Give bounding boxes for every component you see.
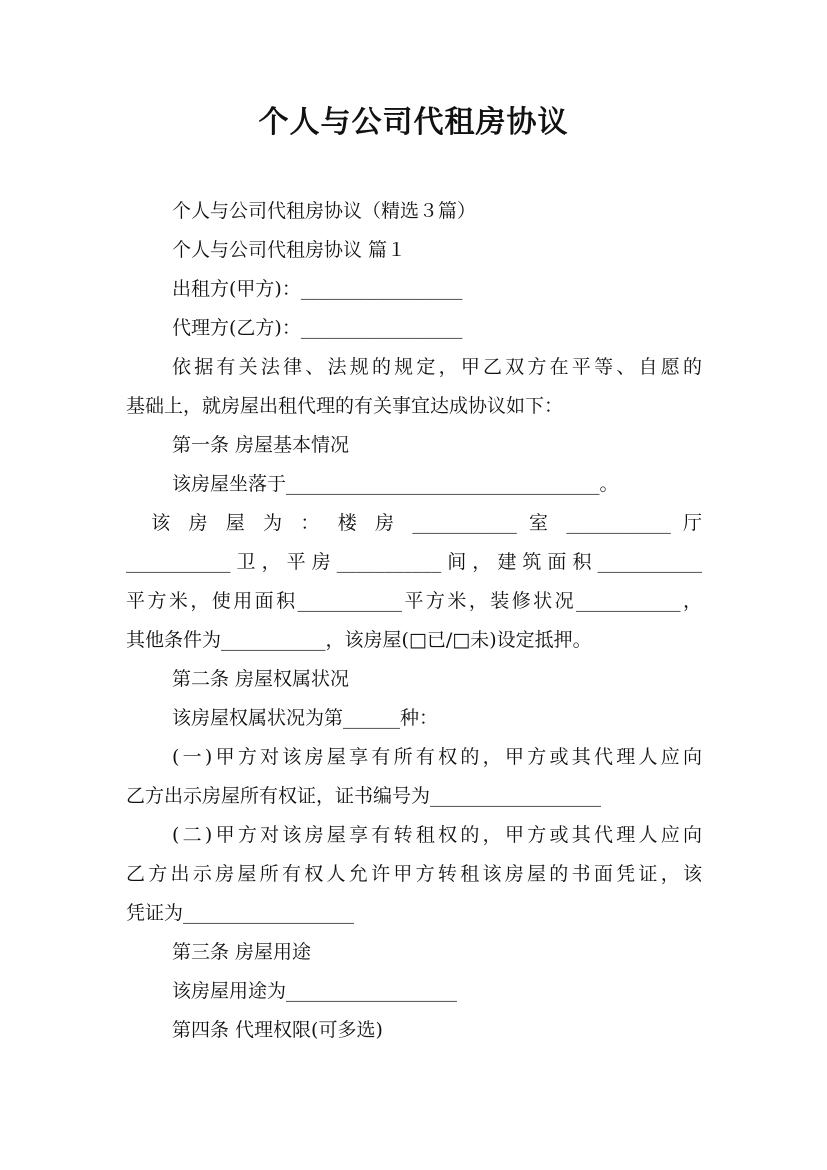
document-title: 个人与公司代租房协议 (258, 105, 569, 140)
clause-1-line-4: 其他条件为___________，该房屋(□已/□未)设定抵押。 (126, 629, 592, 651)
clause-2-item-1-line-2: 乙方出示房屋所有权证，证书编号为__________________ (126, 785, 602, 807)
clause-4-heading: 第四条 代理权限(可多选) (172, 1019, 383, 1041)
clause-1-location: 该房屋坐落于_________________________________。 (172, 473, 619, 495)
clause-1-line-2: ___________卫，平房___________间，建筑面积___________ (126, 551, 702, 573)
clause-3-heading: 第三条 房屋用途 (172, 941, 312, 963)
clause-2-item-1-line-1: (一)甲方对该房屋享有所有权的，甲方或其代理人应向 (172, 746, 702, 768)
clause-2-item-2-line-2: 乙方出示房屋所有权人允许甲方转租该房屋的书面凭证，该 (126, 863, 702, 885)
preamble-line-2: 基础上，就房屋出租代理的有关事宜达成协议如下： (126, 395, 564, 417)
lessor-line: 出租方(甲方)：_________________ (172, 278, 463, 300)
clause-2-type: 该房屋权属状况为第______种： (172, 707, 439, 729)
clause-1-line-1: 该 房 屋 为 ： 楼 房 ___________ 室 ___________ 厅 (126, 512, 702, 534)
doc-subtitle: 个人与公司代租房协议（精选３篇） (172, 200, 477, 222)
clause-1-line-3: 平方米，使用面积___________平方米，装修状况___________， (126, 590, 702, 612)
clause-1-heading: 第一条 房屋基本情况 (172, 434, 350, 456)
clause-3-usage: 该房屋用途为__________________ (172, 980, 458, 1002)
clause-2-item-2-line-3: 凭证为__________________ (126, 902, 355, 924)
preamble-line-1: 依据有关法律、法规的规定，甲乙双方在平等、自愿的 (172, 356, 702, 378)
clause-2-item-2-line-1: (二)甲方对该房屋享有转租权的，甲方或其代理人应向 (172, 824, 702, 846)
clause-2-heading: 第二条 房屋权属状况 (172, 668, 350, 690)
article-heading: 个人与公司代租房协议 篇１ (172, 239, 407, 261)
agent-line: 代理方(乙方)：_________________ (172, 317, 463, 339)
